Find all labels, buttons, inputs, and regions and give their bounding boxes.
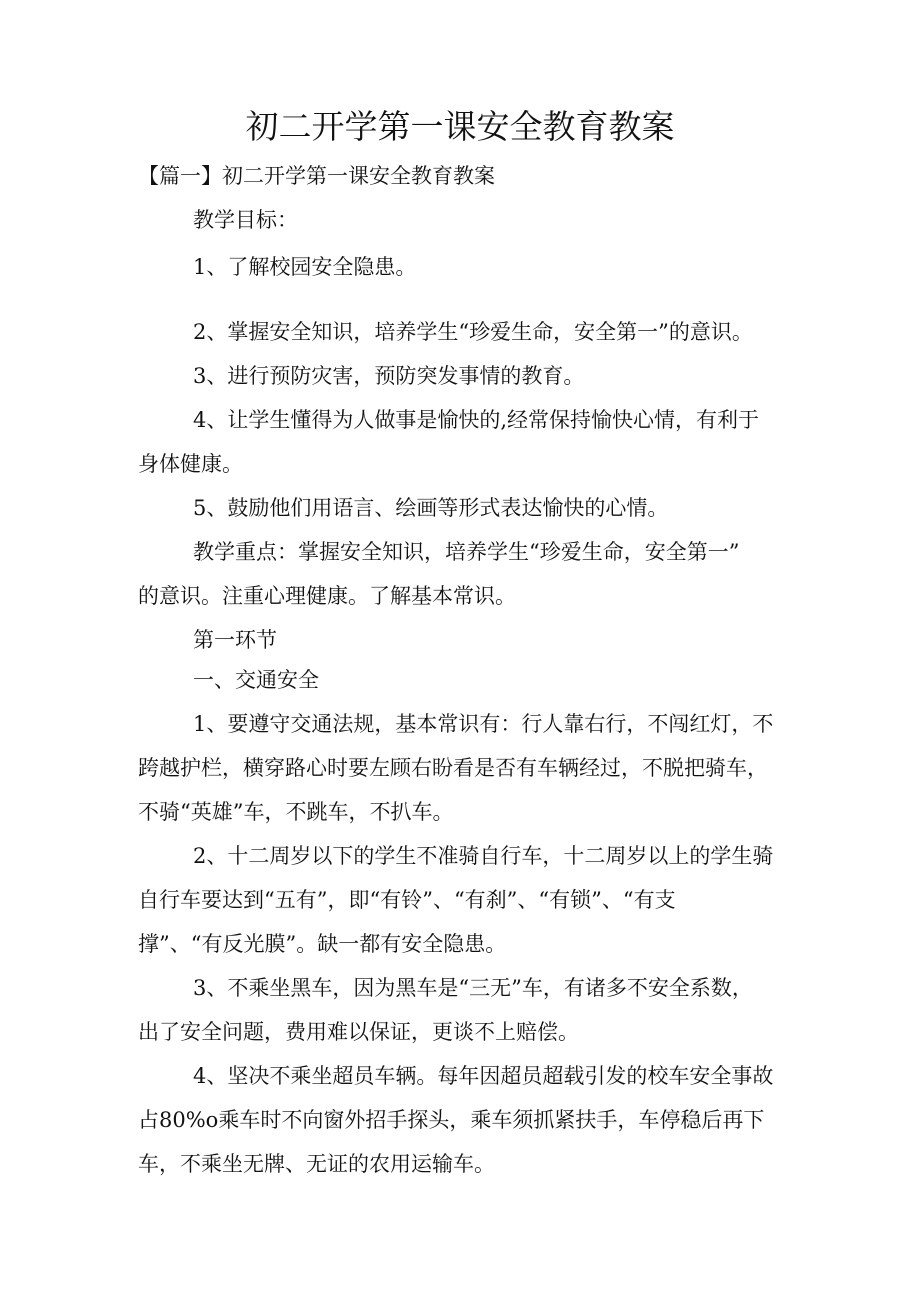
teaching-goals-heading: 教学目标： (193, 208, 298, 232)
goal-3: 3、进行预防灾害，预防突发事情的教育。 (193, 364, 585, 388)
traffic-rule-3-line-1: 3、不乘坐黑车，因为黑车是“三无”车，有诸多不安全系数， (193, 976, 753, 1000)
traffic-rule-1-line-3: 不骑“英雄”车，不跳车，不扒车。 (138, 800, 454, 824)
goal-2: 2、掌握安全知识，培养学生“珍爱生命，安全第一”的意识。 (193, 320, 753, 344)
goal-4-line-1: 4、让学生懂得为人做事是愉快的,经常保持愉快心情，有利于 (193, 408, 760, 432)
first-stage-heading: 第一环节 (193, 628, 277, 652)
goal-5: 5、鼓励他们用语言、绘画等形式表达愉快的心情。 (193, 496, 669, 520)
traffic-safety-heading: 一、交通安全 (193, 668, 319, 692)
traffic-rule-4-line-1: 4、坚决不乘坐超员车辆。每年因超员超载引发的校车安全事故 (193, 1064, 774, 1088)
traffic-rule-3-line-2: 出了安全问题，费用难以保证，更谈不上赔偿。 (138, 1020, 579, 1044)
traffic-rule-4-line-3: 车，不乘坐无牌、无证的农用运输车。 (138, 1152, 495, 1176)
teaching-key-line-2: 的意识。注重心理健康。了解基本常识。 (138, 584, 516, 608)
goal-1: 1、了解校园安全隐患。 (193, 255, 417, 279)
traffic-rule-1-line-1: 1、要遵守交通法规，基本常识有：行人靠右行，不闯红灯，不 (193, 712, 774, 736)
traffic-rule-2-line-2: 自行车要达到“五有”，即“有铃”、“有刹”、“有锁”、“有支 (138, 888, 676, 912)
goal-4-line-2: 身体健康。 (138, 452, 243, 476)
traffic-rule-2-line-1: 2、十二周岁以下的学生不准骑自行车，十二周岁以上的学生骑 (193, 844, 774, 868)
traffic-rule-1-line-2: 跨越护栏，横穿路心时要左顾右盼看是否有车辆经过，不脱把骑车， (138, 756, 768, 780)
traffic-rule-2-line-3: 撑”、“有反光膜”。缺一都有安全隐患。 (138, 932, 507, 956)
teaching-key-line-1: 教学重点：掌握安全知识，培养学生“珍爱生命，安全第一” (193, 540, 740, 564)
traffic-rule-4-line-2: 占80%o乘车时不向窗外招手探头，乘车须抓紧扶手，车停稳后再下 (138, 1108, 765, 1132)
document-title: 初二开学第一课安全教育教案 (245, 107, 675, 146)
section-heading: 【篇一】初二开学第一课安全教育教案 (138, 164, 495, 188)
